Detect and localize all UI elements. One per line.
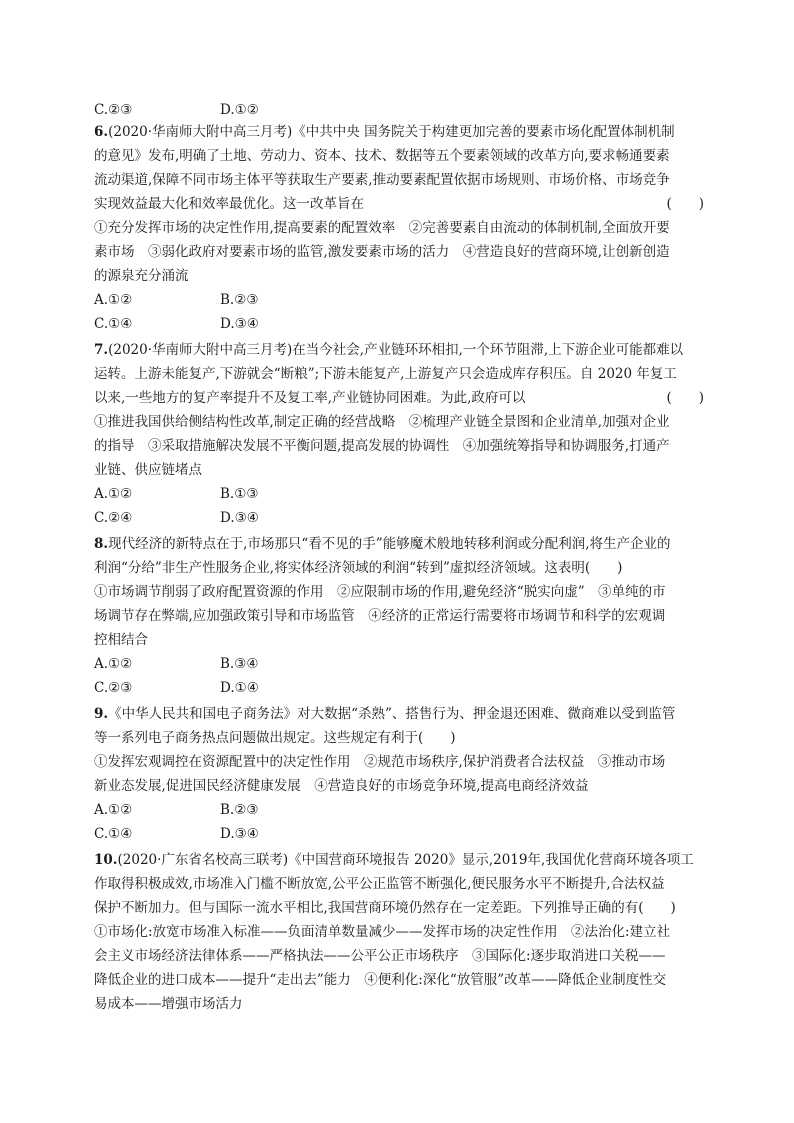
q9-line-2: 等一系列电子商务热点问题做出规定。这些规定有利于( ) — [94, 730, 456, 746]
q6-text: (2020·华南师大附中高三月考)《中共中央 国务院关于构建更加完善的要素市场化配置体制机制 — [108, 124, 675, 140]
option-b: B.①③ — [220, 486, 259, 502]
option-c: C.②④ — [94, 510, 133, 526]
q6-line-3: 流动渠道,保障不同市场主体平等获取生产要素,推动要素配置依据市场规则、市场价格、市场竞争 — [94, 172, 670, 188]
answer-blank: ( ) — [666, 196, 704, 212]
q8-text: 现代经济的新特点在于,市场那只“看不见的手”能够魔术般地转移利润或分配利润,将生产企业的 — [108, 536, 671, 552]
q9-text: 《中华人民共和国电子商务法》对大数据“杀熟”、搭售行为、押金退还困难、微商难以受到监管 — [108, 706, 676, 722]
q8-line-2: 利润“分给”非生产性服务企业,将实体经济领域的利润“转到”虚拟经济领域。这表明( ) — [94, 560, 623, 576]
q6-line-2: 的意见》发布,明确了土地、劳动力、资本、技术、数据等五个要素领域的改革方向,要求畅通要素 — [94, 148, 670, 164]
option-c: C.②③ — [94, 680, 133, 696]
q7-line-1: 7.(2020·华南师大附中高三月考)在当今社会,产业链环环相扣,一个环节阻滞,上下游企业可能都难以 — [94, 342, 684, 358]
q10-line-2: 作取得积极成效,市场准入门槛不断放宽,公平公正监管不断强化,便民服务水平不断提升,合法权益 — [94, 876, 665, 892]
option-b: B.②③ — [220, 292, 259, 308]
q9-line-4: 新业态发展,促进国民经济健康发展 ④营造良好的市场竞争环境,提高电商经济效益 — [94, 778, 589, 794]
question-number: 8 — [94, 536, 104, 552]
option-c: C.①④ — [94, 826, 133, 842]
q7-text: (2020·华南师大附中高三月考)在当今社会,产业链环环相扣,一个环节阻滞,上下游企业可能都难以 — [108, 342, 684, 358]
question-number: 10 — [94, 852, 113, 868]
q6-line-7: 的源泉充分涌流 — [94, 268, 189, 284]
q9-line-3: ①发挥宏观调控在资源配置中的决定性作用 ②规范市场秩序,保护消费者合法权益 ③推动市场 — [94, 754, 666, 770]
option-a: A.①② — [94, 292, 133, 308]
q7-line-2: 运转。上游未能复产,下游就会“断粮”;下游未能复产,上游复产只会造成库存积压。自 2020 年复工 — [94, 366, 677, 382]
q10-text: (2020·广东省名校高三联考)《中国营商环境报告 2020》显示,2019年,我国优化营商环境各项工 — [117, 852, 694, 868]
option-a: A.①② — [94, 656, 133, 672]
question-number: 7 — [94, 342, 104, 358]
q10-line-6: 降低企业的进口成本——提升“走出去”能力 ④便利化:深化“放管服”改革——降低企业制度性交 — [94, 972, 667, 988]
q6-line-5: ①充分发挥市场的决定性作用,提高要素的配置效率 ②完善要素自由流动的体制机制,全面放开要 — [94, 220, 670, 236]
option-a: A.①② — [94, 486, 133, 502]
question-number: 6 — [94, 124, 104, 140]
option-d: D.③④ — [220, 316, 259, 332]
q10-line-5: 会主义市场经济法律体系——严格执法——公平公正市场秩序 ③国际化:逐步取消进口关税—— — [94, 948, 666, 964]
option-c: C.①④ — [94, 316, 133, 332]
option-d: D.①② — [220, 102, 259, 118]
q10-line-4: ①市场化:放宽市场准入标准——负面清单数量减少——发挥市场的决定性作用 ②法治化:建立社 — [94, 924, 671, 940]
q7-line-6: 业链、供应链堵点 — [94, 462, 202, 478]
option-b: B.②③ — [220, 802, 259, 818]
question-number: 9 — [94, 706, 104, 722]
answer-blank: ( ) — [666, 390, 704, 406]
q7-line-4: ①推进我国供给侧结构性改革,制定正确的经营战略 ②梳理产业链全景图和企业清单,加强对企业 — [94, 414, 670, 430]
option-d: D.③④ — [220, 510, 259, 526]
option-d: D.①④ — [220, 680, 259, 696]
q6-line-6: 素市场 ③弱化政府对要素市场的监管,激发要素市场的活力 ④营造良好的营商环境,让创新创造 — [94, 244, 670, 260]
option-d: D.③④ — [220, 826, 259, 842]
q8-line-3: ①市场调节削弱了政府配置资源的作用 ②应限制市场的作用,避免经济“脱实向虚” ③单纯的市 — [94, 584, 666, 600]
q10-line-3: 保护不断加力。但与国际一流水平相比,我国营商环境仍然存在一定差距。下列推导正确的有( ) — [94, 900, 676, 916]
option-b: B.③④ — [220, 656, 259, 672]
option-a: A.①② — [94, 802, 133, 818]
q8-line-4: 场调节存在弊端,应加强政策引导和市场监管 ④经济的正常运行需要将市场调节和科学的宏观调 — [94, 608, 666, 624]
q7-line-3: 以来,一些地方的复产率提升不及复工率,产业链协同困难。为此,政府可以 — [94, 390, 526, 406]
q6-line-1: 6.(2020·华南师大附中高三月考)《中共中央 国务院关于构建更加完善的要素市场化配置体制机制 — [94, 124, 675, 140]
q8-line-1: 8.现代经济的新特点在于,市场那只“看不见的手”能够魔术般地转移利润或分配利润,将生产企业的 — [94, 536, 671, 552]
q9-line-1: 9.《中华人民共和国电子商务法》对大数据“杀熟”、搭售行为、押金退还困难、微商难以受到监管 — [94, 706, 676, 722]
q8-line-5: 控相结合 — [94, 632, 148, 648]
q6-line-4: 实现效益最大化和效率最优化。这一改革旨在 — [94, 196, 364, 212]
option-c: C.②③ — [94, 102, 133, 118]
q7-line-5: 的指导 ③采取措施解决发展不平衡问题,提高发展的协调性 ④加强统筹指导和协调服务,打通产 — [94, 438, 670, 454]
q10-line-1: 10.(2020·广东省名校高三联考)《中国营商环境报告 2020》显示,2019年,我国优化营商环境各项工 — [94, 852, 694, 868]
q10-line-7: 易成本——增强市场活力 — [94, 996, 243, 1012]
